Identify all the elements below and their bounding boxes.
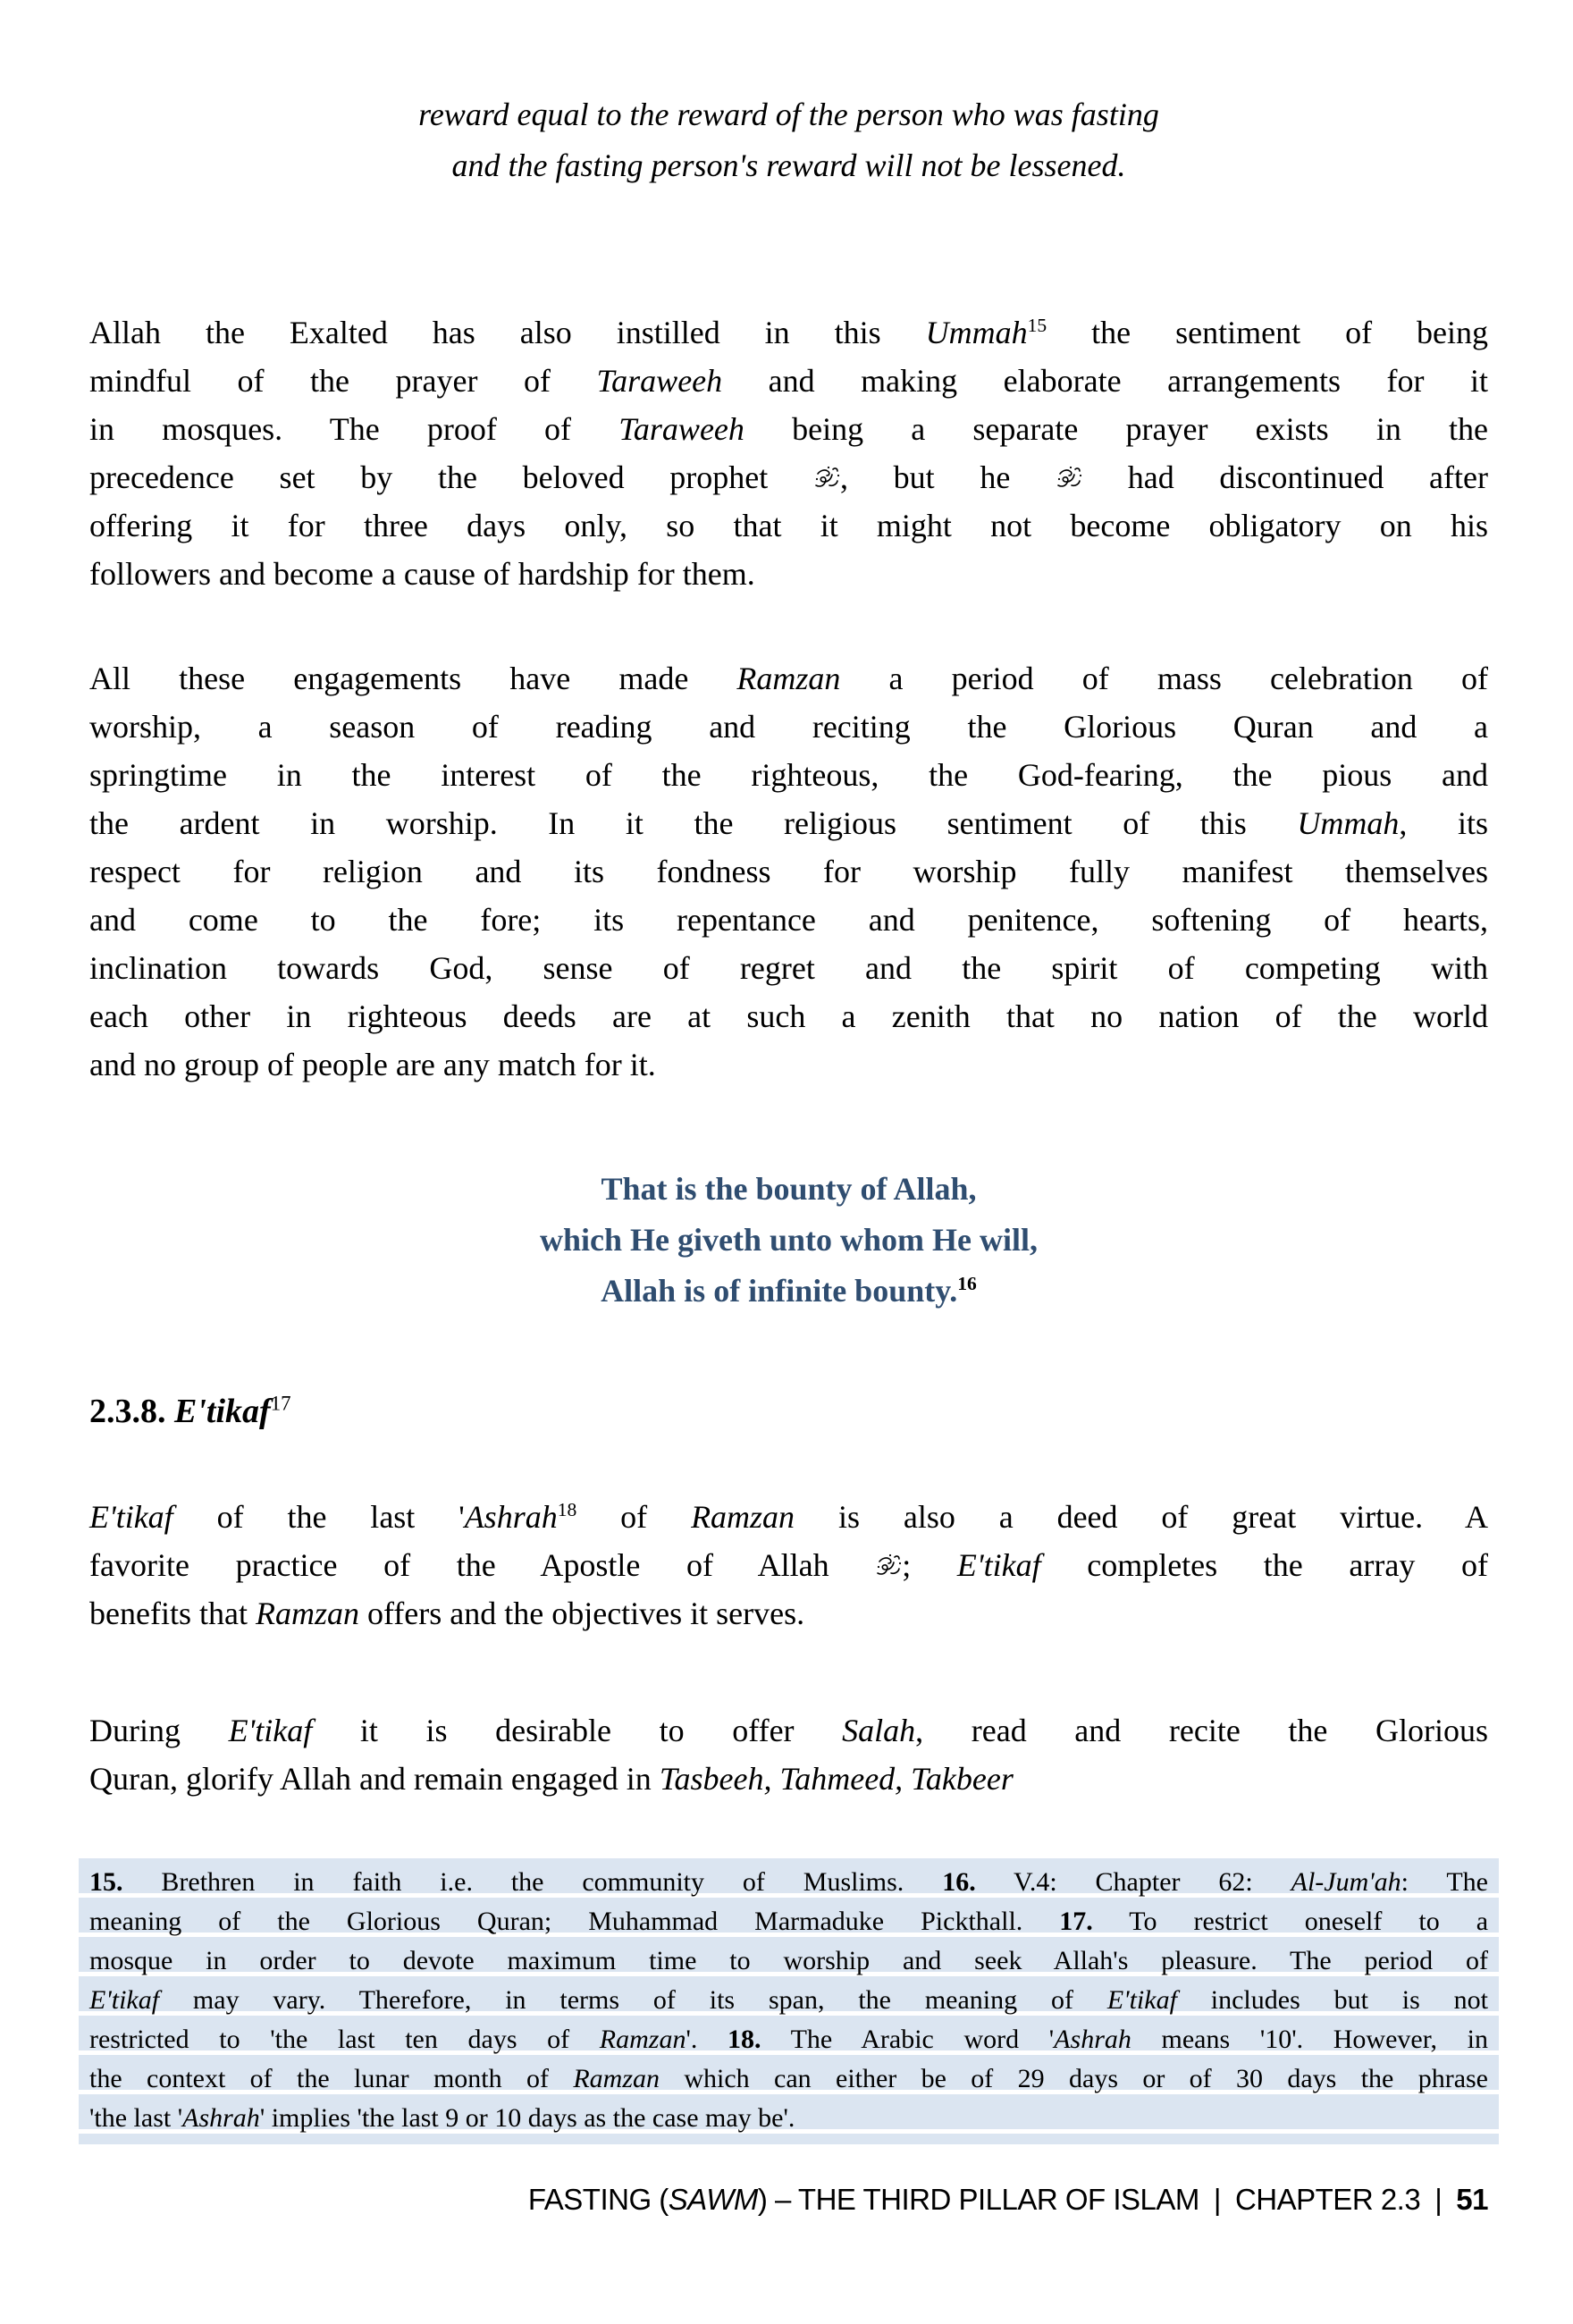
text-line: followers and become a cause of hardship for them. (89, 556, 755, 592)
text-line: each other in righteous deeds are at such a zenith that no nation of the world (89, 998, 1488, 1034)
text-line: springtime in the interest of the righteous, the God-fearing, the pious and (89, 757, 1488, 793)
page-content (89, 0, 1488, 2144)
page-footer (528, 2183, 1488, 2217)
text-line: restricted to 'the last ten days of Ramzan'. 18. The Arabic word 'Ashrah means '10'. However, in (89, 2025, 1488, 2054)
text-line: inclination towards God, sense of regret and the spirit of competing with (89, 950, 1488, 986)
text-line: Quran, glorify Allah and remain engaged in Tasbeeh, Tahmeed, Takbeer (89, 1761, 1014, 1797)
text-line: E'tikaf of the last 'Ashrah$^{18}$ of Ramzan is also a deed of great virtue. A (89, 1499, 1488, 1535)
footnote-reference: 15 (1027, 315, 1047, 336)
text-line: E'tikaf may vary. Therefore, in terms of its span, the meaning of E'tikaf includes but is not (89, 1985, 1488, 2015)
text-line: and come to the fore; its repentance and penitence, softening of hearts, (89, 902, 1488, 938)
paragraph-etikaf-practices (89, 1706, 1488, 1803)
text-line: which He giveth unto whom He will, (539, 1222, 1038, 1258)
hadith-quote-continuation (89, 89, 1488, 191)
text-line: 'the last 'Ashrah' implies 'the last 9 or 10 days as the case may be'. (89, 2103, 795, 2133)
text-line: 15. Brethren in faith i.e. the community of Muslims. 16. V.4: Chapter 62: Al-Jum'ah: The (89, 1867, 1488, 1897)
text-line: worship, a season of reading and reciting the Glorious Quran and a (89, 709, 1488, 745)
section-heading-etikaf: 2.3.8. E'tikaf$^{17}$ (89, 1392, 291, 1430)
text-line: respect for religion and its fondness for worship fully manifest themselves (89, 854, 1488, 889)
pbuh-calligraphy-icon (1056, 465, 1082, 492)
text-line: All these engagements have made Ramzan a period of mass celebration of (89, 661, 1488, 696)
text-line: mosque in order to devote maximum time to worship and seek Allah's pleasure. The period of (89, 1946, 1488, 1975)
paragraph-taraweeh (89, 308, 1488, 598)
text-line: Allah is of infinite bounty.$^{16}$ (601, 1273, 977, 1309)
text-line: precedence set by the beloved prophet , but he had discontinued after (89, 459, 1488, 495)
text-line: favorite practice of the Apostle of Allah ; E'tikaf completes the array of (89, 1547, 1488, 1583)
text-line: Allah the Exalted has also instilled in this Ummah$^{15}$ the sentiment of being (89, 315, 1488, 350)
footnote-reference: 17 (270, 1392, 291, 1415)
text-line: in mosques. The proof of Taraweeh being a separate prayer exists in the (89, 411, 1488, 447)
footnote-reference: 18 (557, 1499, 577, 1520)
footnote-reference: 16 (957, 1273, 977, 1294)
quran-verse-quote (89, 1164, 1488, 1317)
footnotes-block (79, 1858, 1499, 2144)
quote-line: and the fasting person's reward will not be lessened. (451, 147, 1126, 183)
paragraph-etikaf-intro (89, 1493, 1488, 1638)
text-line: benefits that Ramzan offers and the objectives it serves. (89, 1596, 805, 1631)
text-line: mindful of the prayer of Taraweeh and making elaborate arrangements for it (89, 363, 1488, 399)
text-line: During E'tikaf it is desirable to offer Salah, read and recite the Glorious (89, 1713, 1488, 1748)
text-line: and no group of people are any match for it. (89, 1047, 656, 1082)
pbuh-calligraphy-icon (813, 465, 840, 492)
pbuh-calligraphy-icon (875, 1553, 902, 1579)
paragraph-ramzan-celebration (89, 654, 1488, 1089)
text-line: offering it for three days only, so that it might not become obligatory on his (89, 508, 1488, 543)
quote-line: reward equal to the reward of the person who was fasting (418, 97, 1159, 132)
text-line: meaning of the Glorious Quran; Muhammad Marmaduke Pickthall. 17. To restrict oneself to a (89, 1907, 1489, 1936)
footer-text: FASTING (SAWM) – THE THIRD PILLAR OF ISLAM | CHAPTER 2.3 | 51 (527, 2183, 1488, 2216)
text-line: the context of the lunar month of Ramzan which can either be of 29 days or of 30 days the phrase (89, 2064, 1488, 2093)
text-line: the ardent in worship. In it the religious sentiment of this Ummah, its (89, 805, 1488, 841)
text-line: That is the bounty of Allah, (601, 1171, 977, 1207)
